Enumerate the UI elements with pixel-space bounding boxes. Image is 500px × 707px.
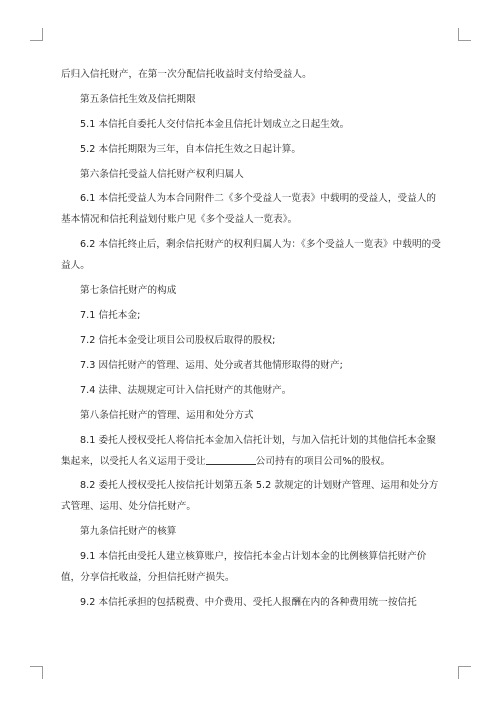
clause-7-4: 7.4 法律、法规规定可计入信托财产的其他财产。 [80,384,292,396]
clause-9-1: 9.1 本信托由受托人建立核算账户，按信托本金占计划本金的比例核算信托财产价值，分享信托收益，分担信托财产损失。 [61,551,427,584]
clause-7-3: 7.3 因信托财产的管理、运用、处分或者其他情形取得的财产; [80,359,343,371]
clause-9-2: 9.2 本信托承担的包括税费、中介费用、受托人报酬在内的各种费用统一按信托 [80,597,417,609]
clause-8-1 [61,430,441,472]
clause-7-2: 7.2 信托本金受让项目公司股权后取得的股权; [80,335,276,347]
article-5-heading: 第五条信托生效及信托期限 [80,93,196,105]
paragraph-continuation: 后归入信托财产，在第一次分配信托收益时支付给受益人。 [61,69,312,80]
clause-6-1: 6.1 本信托受益人为本合同附件二《多个受益人一览表》中载明的受益人，受益人的基本情况和信托利益划付账户见《多个受益人一览表》。 [61,193,437,226]
clause-8-1-text-after: 公司持有的项目公司%的股权。 [255,455,391,467]
clause-5-1: 5.1 本信托自委托人交付信托本金且信托计划成立之日起生效。 [80,118,350,130]
clause-8-1-text-before: 8.1 委托人授权受托人将信托本金加入信托计划，与加入信托计划的其他信托本金聚集起来，以受托人名义运用于受让 [61,434,437,467]
fill-in-blank [206,454,256,465]
clause-7-1: 7.1 信托本金; [80,310,141,322]
crop-mark-top-left [30,28,43,41]
crop-mark-bottom-right [458,666,471,679]
clause-6-2: 6.2 本信托终止后，剩余信托财产的权利归属人为：《多个受益人一览表》中载明的受益人。 [61,239,441,272]
document-body [61,64,441,617]
article-6-heading: 第六条信托受益人信托财产权利归属人 [80,168,244,180]
article-9-heading: 第九条信托财产的核算 [80,526,177,538]
clause-5-2: 5.2 本信托期限为三年，自本信托生效之日起计算。 [80,143,302,155]
article-8-heading: 第八条信托财产的管理、运用和处分方式 [80,409,254,421]
clause-8-2: 8.2 委托人授权受托人按信托计划第五条 5.2 款规定的计划财产管理、运用和处分方式管理、运用、处分信托财产。 [61,480,439,513]
crop-mark-top-right [458,28,471,41]
article-7-heading: 第七条信托财产的构成 [80,285,177,297]
crop-mark-bottom-left [30,666,43,679]
